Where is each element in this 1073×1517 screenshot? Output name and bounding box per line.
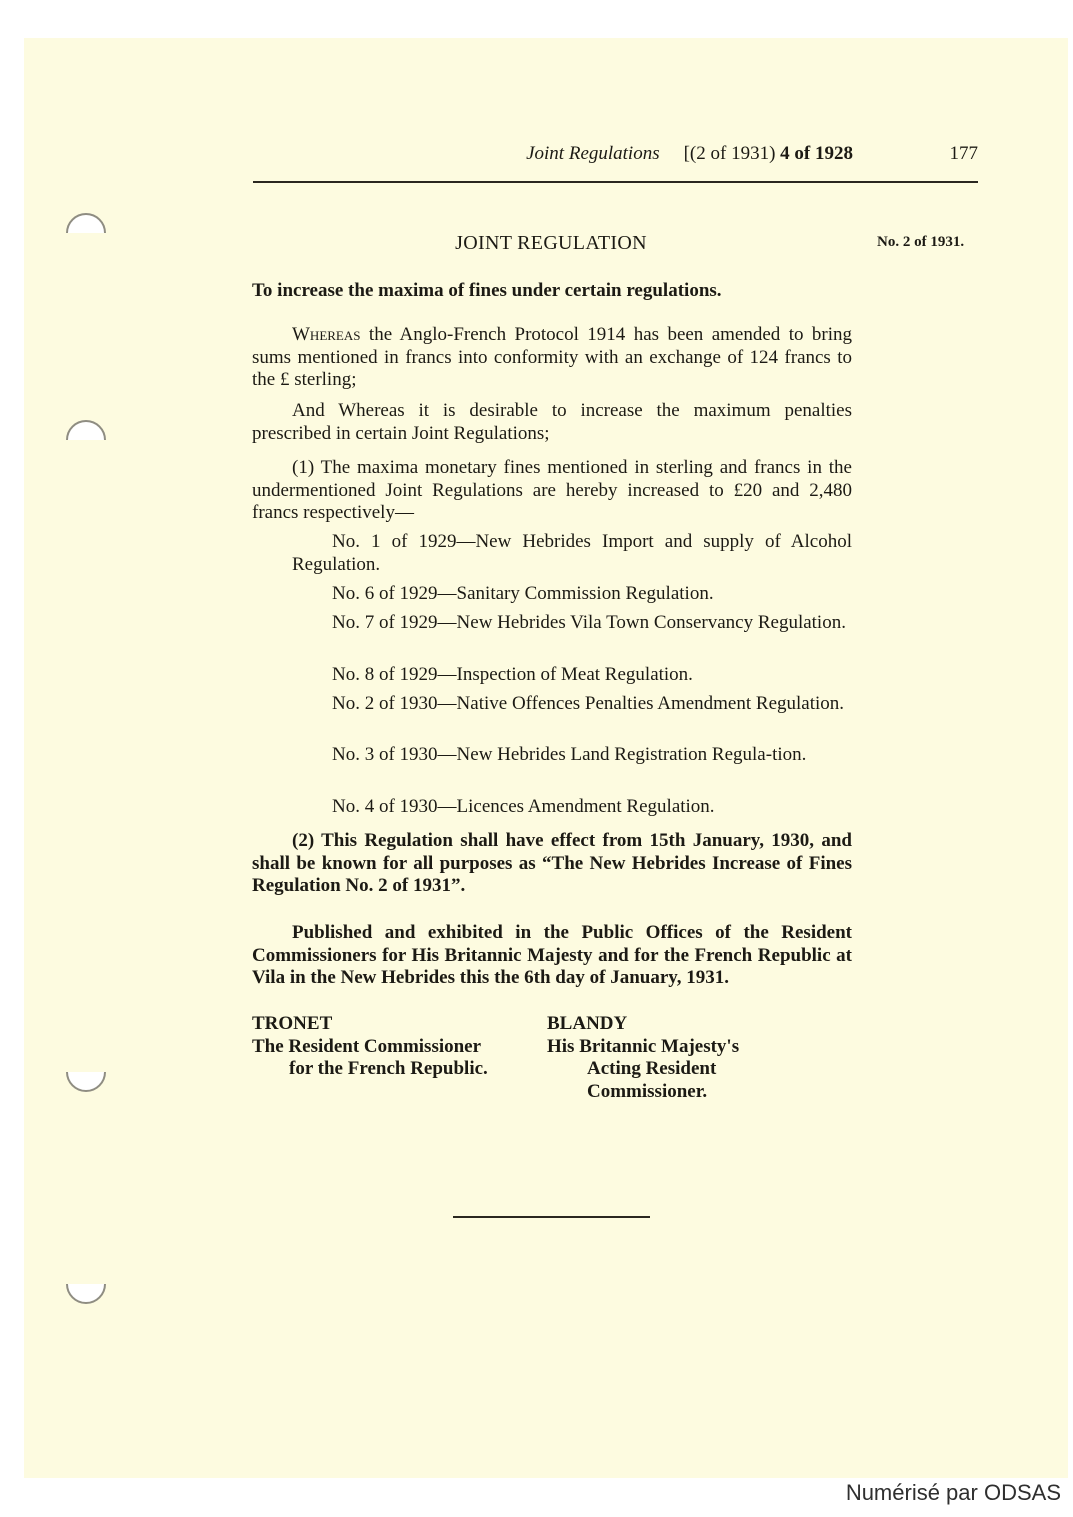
published-notice: Published and exhibited in the Public Offices of the Resident Commissioners for His Britannic Majesty and for the French Republic at Vila in the New Hebrides this the 6th day of January, 1931. (252, 922, 852, 988)
header-rule (253, 181, 978, 183)
page-title: JOINT REGULATION (455, 232, 647, 254)
paragraph-whereas (252, 324, 852, 392)
clause-2: (2) This Regulation shall have effect from 15th January, 1930, and shall be known for all purposes as “The New Hebrides Increase of Fines Regulation No. 2 of 1931”. (252, 830, 852, 896)
end-rule (453, 1216, 650, 1218)
running-ref: [(2 of 1931) (683, 143, 776, 164)
regulation-item: No. 3 of 1930—New Hebrides Land Registration Regula-tion. (332, 744, 807, 765)
whereas-word: Whereas (292, 324, 361, 345)
page-number: 177 (949, 143, 978, 164)
signatory-title: Commissioner. (587, 1080, 708, 1102)
digitized-watermark: Numérisé par ODSAS (845, 1480, 1061, 1505)
signature-british (547, 1013, 739, 1103)
signatory-name: BLANDY (547, 1013, 628, 1034)
signatory-title: His Britannic Majesty's (547, 1035, 740, 1057)
paragraph-2: And Whereas it is desirable to increase the maximum penalties prescribed in certain Joint Regulations; (252, 400, 852, 444)
signatory-title: The Resident Commissioner (252, 1035, 482, 1057)
signature-french (252, 1013, 488, 1081)
subtitle: To increase the maxima of fines under certain regulations. (252, 280, 722, 301)
regulation-item: No. 4 of 1930—Licences Amendment Regulation. (332, 796, 715, 817)
regulation-item: No. 6 of 1929—Sanitary Commission Regulation. (332, 583, 714, 604)
paragraph-3: (1) The maxima monetary fines mentioned in sterling and francs in the undermentioned Joint Regulations are hereby increased to £20 and 2,480 francs respectively— (252, 457, 852, 523)
regulation-item: No. 8 of 1929—Inspection of Meat Regulation. (332, 664, 693, 685)
regulation-item: No. 7 of 1929—New Hebrides Vila Town Conservancy Regulation. (332, 612, 846, 633)
signatory-name: TRONET (252, 1013, 333, 1034)
signatory-title: Acting Resident (587, 1058, 717, 1079)
running-ref-bold: 4 of 1928 (780, 143, 853, 164)
margin-note: No. 2 of 1931. (877, 234, 965, 250)
signatory-title: for the French Republic. (289, 1058, 488, 1079)
regulation-item: No. 2 of 1930—Native Offences Penalties Amendment Regulation. (332, 693, 845, 714)
paragraph-1-text: the Anglo-French Protocol 1914 has been amended to bring sums mentioned in francs into conformity with an exchange of 124 francs to the £ sterling; (252, 324, 853, 390)
running-head (526, 143, 853, 165)
regulation-item: No. 1 of 1929—New Hebrides Import and supply of Alcohol Regulation. (292, 531, 852, 575)
running-title: Joint Regulations (526, 143, 660, 164)
